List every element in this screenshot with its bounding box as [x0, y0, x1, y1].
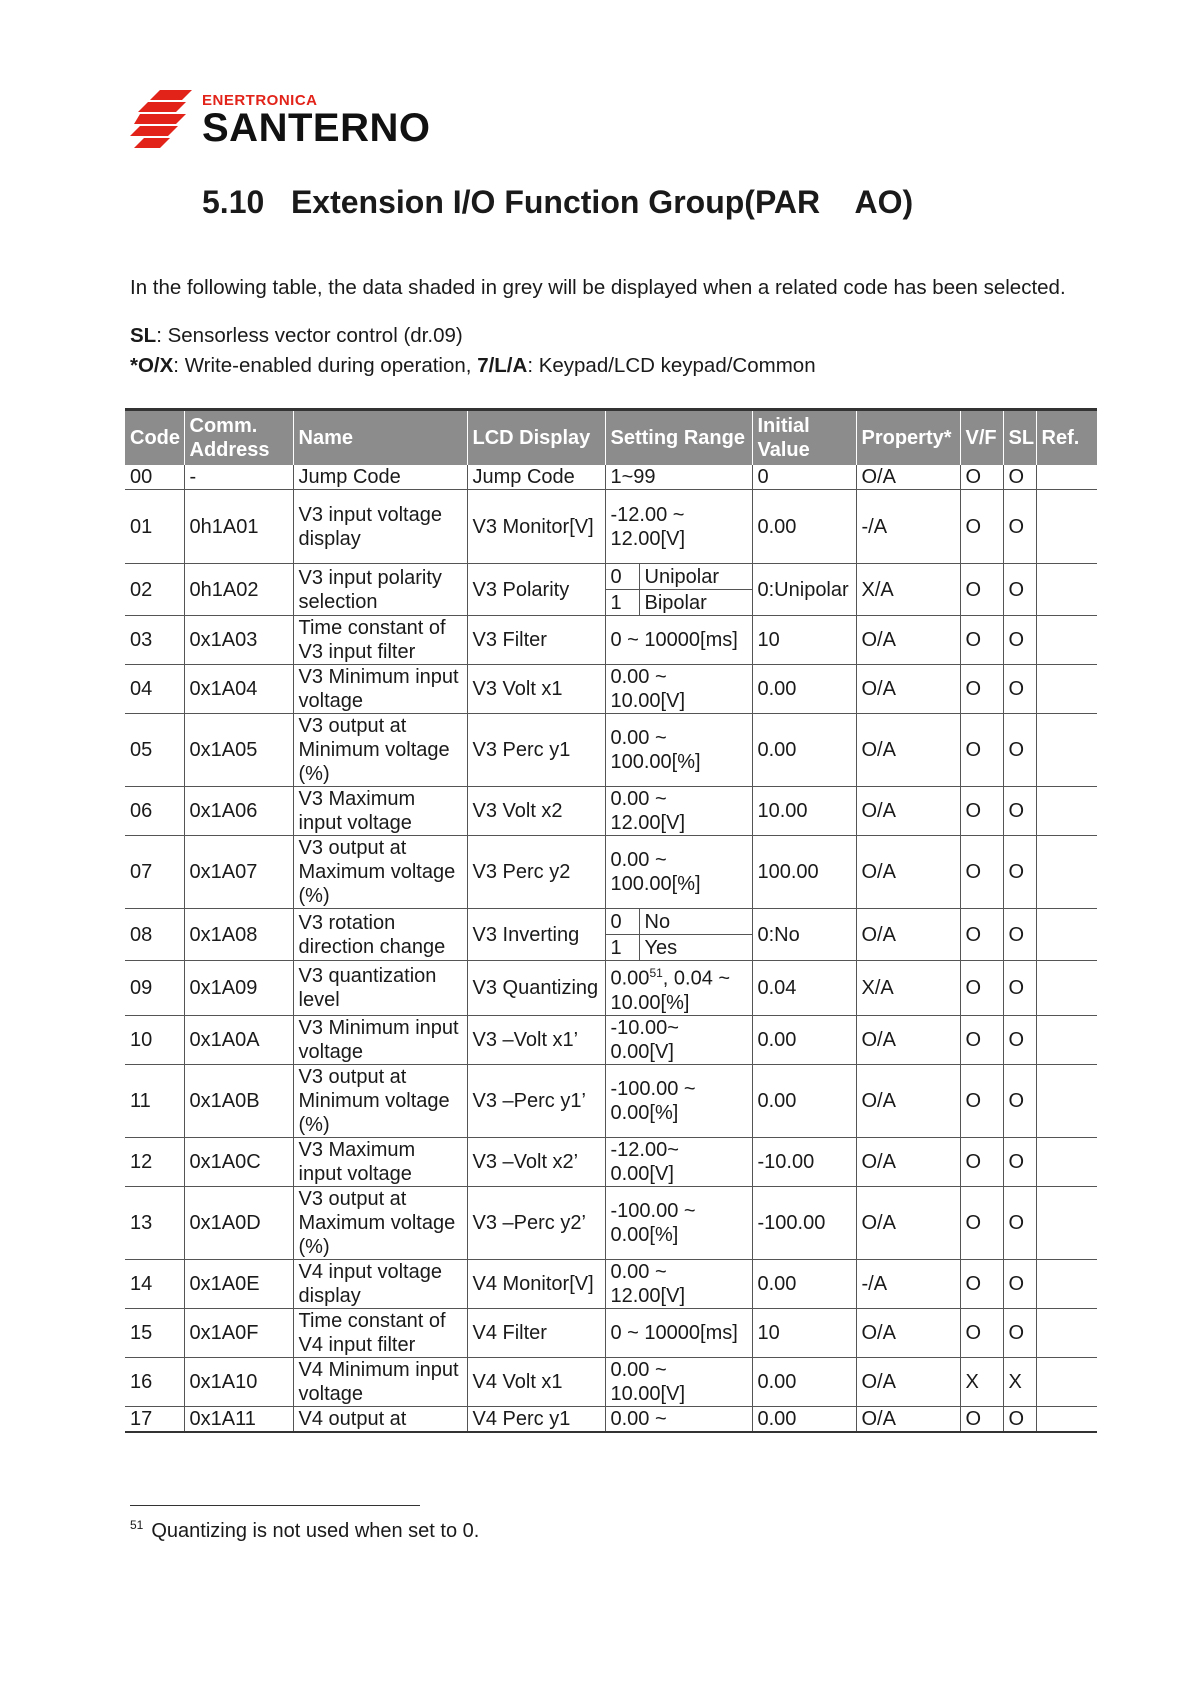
cell-property: X/A — [856, 564, 960, 616]
range-option — [606, 909, 752, 934]
table-row — [125, 1186, 1097, 1259]
cell-property: O/A — [856, 1357, 960, 1406]
cell-lcd: V4 Perc y1 — [467, 1406, 605, 1432]
cell-range: 0.00 ~ 10.00[V] — [605, 665, 752, 714]
range-rest: , 0.04 ~ 10.00[%] — [610, 967, 731, 1014]
cell-vf: O — [960, 836, 1003, 909]
col-initial-line2: Value — [757, 439, 810, 461]
cell-lcd: V4 Volt x1 — [467, 1357, 605, 1406]
table-row — [125, 1259, 1097, 1308]
cell-vf: O — [960, 714, 1003, 787]
cell-name: V4 Minimum input voltage — [293, 1357, 467, 1406]
cell-address: 0x1A11 — [184, 1406, 293, 1432]
table-row — [125, 616, 1097, 665]
page-title — [202, 184, 913, 221]
table-row — [125, 1015, 1097, 1064]
cell-property: -/A — [856, 490, 960, 564]
footnote-text: Quantizing is not used when set to 0. — [151, 1520, 480, 1542]
col-initial-line1: Initial — [757, 415, 810, 437]
cell-sl: O — [1003, 714, 1036, 787]
col-name: Name — [293, 410, 467, 466]
cell-code: 17 — [125, 1406, 184, 1432]
cell-code: 00 — [125, 465, 184, 490]
cell-ref — [1036, 1259, 1097, 1308]
cell-lcd: V3 Volt x1 — [467, 665, 605, 714]
cell-initial: 10 — [752, 616, 856, 665]
cell-address: 0x1A08 — [184, 909, 293, 961]
cell-address: 0x1A0D — [184, 1186, 293, 1259]
col-property: Property* — [856, 410, 960, 466]
cell-property: O/A — [856, 1308, 960, 1357]
cell-lcd: Jump Code — [467, 465, 605, 490]
cell-ref — [1036, 1186, 1097, 1259]
cell-name: V4 output at — [293, 1406, 467, 1432]
cell-vf: O — [960, 616, 1003, 665]
cell-range: 1~99 — [605, 465, 752, 490]
cell-lcd: V3 Perc y2 — [467, 836, 605, 909]
logo-stripes-icon — [130, 88, 200, 150]
cell-address: 0x1A10 — [184, 1357, 293, 1406]
table-row — [125, 787, 1097, 836]
cell-ref — [1036, 665, 1097, 714]
range-option-key: 1 — [606, 935, 640, 960]
cell-name: V3 Maximum input voltage — [293, 1137, 467, 1186]
cell-range: 0.00 ~ 12.00[V] — [605, 1259, 752, 1308]
cell-range: 0.00 ~ 10.00[V] — [605, 1357, 752, 1406]
col-sl: SL — [1003, 410, 1036, 466]
cell-address: 0x1A0B — [184, 1064, 293, 1137]
table-row — [125, 564, 1097, 616]
brand-top: ENERTRONICA — [202, 92, 318, 109]
cell-address: 0x1A09 — [184, 961, 293, 1016]
cell-vf: X — [960, 1357, 1003, 1406]
cell-ref — [1036, 1308, 1097, 1357]
cell-vf: O — [960, 909, 1003, 961]
range-option — [606, 934, 752, 960]
cell-range: 0 ~ 10000[ms] — [605, 616, 752, 665]
cell-vf: O — [960, 961, 1003, 1016]
cell-sl: O — [1003, 564, 1036, 616]
col-initial — [752, 410, 856, 466]
cell-lcd: V3 Volt x2 — [467, 787, 605, 836]
cell-address: 0x1A04 — [184, 665, 293, 714]
cell-ref — [1036, 1137, 1097, 1186]
cell-name: V3 quantization level — [293, 961, 467, 1016]
cell-vf: O — [960, 1137, 1003, 1186]
cell-vf: O — [960, 1406, 1003, 1432]
cell-code: 15 — [125, 1308, 184, 1357]
cell-code: 03 — [125, 616, 184, 665]
col-comm-line2: Address — [189, 439, 270, 461]
table-row — [125, 961, 1097, 1016]
range-option-value: Bipolar — [644, 591, 707, 614]
cell-name: V3 Maximum input voltage — [293, 787, 467, 836]
cell-sl: O — [1003, 1259, 1036, 1308]
table-row — [125, 714, 1097, 787]
cell-property: O/A — [856, 616, 960, 665]
cell-ref — [1036, 490, 1097, 564]
cell-range — [605, 961, 752, 1016]
cell-property: O/A — [856, 1015, 960, 1064]
cell-name: V3 output at Maximum voltage (%) — [293, 836, 467, 909]
ox-key: *O/X — [130, 354, 174, 377]
cell-vf: O — [960, 490, 1003, 564]
cell-range-options — [605, 909, 752, 961]
cell-sl: O — [1003, 836, 1036, 909]
cell-range-options — [605, 564, 752, 616]
cell-sl: O — [1003, 961, 1036, 1016]
cell-sl: O — [1003, 490, 1036, 564]
cell-address: 0x1A07 — [184, 836, 293, 909]
tla-text: : Keypad/LCD keypad/Common — [527, 354, 816, 377]
cell-name: V4 input voltage display — [293, 1259, 467, 1308]
cell-name: V3 Minimum input voltage — [293, 1015, 467, 1064]
cell-property: O/A — [856, 787, 960, 836]
cell-sl: O — [1003, 665, 1036, 714]
cell-code: 02 — [125, 564, 184, 616]
cell-initial: 0.00 — [752, 1406, 856, 1432]
cell-initial: 100.00 — [752, 836, 856, 909]
cell-vf: O — [960, 1064, 1003, 1137]
abbreviations — [130, 321, 816, 381]
cell-sl: O — [1003, 1064, 1036, 1137]
table-row — [125, 1064, 1097, 1137]
col-vf: V/F — [960, 410, 1003, 466]
footnote-number: 51 — [130, 1518, 144, 1532]
cell-address: 0x1A0E — [184, 1259, 293, 1308]
cell-name: Time constant of V4 input filter — [293, 1308, 467, 1357]
range-option-value: Unipolar — [644, 565, 719, 588]
cell-name: V3 output at Maximum voltage (%) — [293, 1186, 467, 1259]
cell-address: 0x1A05 — [184, 714, 293, 787]
sl-text: : Sensorless vector control (dr.09) — [156, 324, 463, 347]
parameter-table — [125, 408, 1097, 1433]
table-row — [125, 1308, 1097, 1357]
intro-text: In the following table, the data shaded in grey will be displayed when a related code has been selected. — [130, 276, 1066, 299]
cell-initial: 10 — [752, 1308, 856, 1357]
cell-property: O/A — [856, 665, 960, 714]
cell-range: -100.00 ~ 0.00[%] — [605, 1064, 752, 1137]
cell-address: 0x1A06 — [184, 787, 293, 836]
cell-address: 0x1A0F — [184, 1308, 293, 1357]
cell-sl: O — [1003, 1406, 1036, 1432]
cell-name: V3 input voltage display — [293, 490, 467, 564]
cell-range: 0.00 ~ 100.00[%] — [605, 836, 752, 909]
cell-name: V3 output at Minimum voltage (%) — [293, 714, 467, 787]
table-row — [125, 836, 1097, 909]
cell-initial: 0.00 — [752, 714, 856, 787]
cell-initial: 0:No — [752, 909, 856, 961]
cell-code: 07 — [125, 836, 184, 909]
cell-sl: X — [1003, 1357, 1036, 1406]
cell-ref — [1036, 1357, 1097, 1406]
table-row — [125, 1406, 1097, 1432]
cell-code: 14 — [125, 1259, 184, 1308]
cell-vf: O — [960, 1259, 1003, 1308]
cell-lcd: V4 Filter — [467, 1308, 605, 1357]
cell-sl: O — [1003, 1308, 1036, 1357]
table-row — [125, 909, 1097, 961]
cell-code: 11 — [125, 1064, 184, 1137]
cell-ref — [1036, 1064, 1097, 1137]
footnote — [130, 1520, 479, 1543]
cell-code: 09 — [125, 961, 184, 1016]
cell-range: -12.00 ~ 12.00[V] — [605, 490, 752, 564]
cell-ref — [1036, 714, 1097, 787]
cell-initial: 0.00 — [752, 1064, 856, 1137]
range-start: 0.00 — [610, 967, 650, 990]
cell-vf: O — [960, 564, 1003, 616]
cell-sl: O — [1003, 1186, 1036, 1259]
range-option-value: No — [644, 910, 671, 933]
cell-vf: O — [960, 665, 1003, 714]
cell-initial: 0.00 — [752, 1015, 856, 1064]
cell-property: O/A — [856, 1406, 960, 1432]
cell-code: 10 — [125, 1015, 184, 1064]
cell-property: O/A — [856, 909, 960, 961]
col-comm-address — [184, 410, 293, 466]
col-lcd: LCD Display — [467, 410, 605, 466]
cell-lcd: V3 –Volt x1’ — [467, 1015, 605, 1064]
cell-sl: O — [1003, 909, 1036, 961]
cell-address: 0h1A01 — [184, 490, 293, 564]
cell-lcd: V3 Quantizing — [467, 961, 605, 1016]
range-option-value: Yes — [644, 936, 678, 959]
cell-ref — [1036, 564, 1097, 616]
table-row — [125, 1137, 1097, 1186]
cell-ref — [1036, 961, 1097, 1016]
cell-sl: O — [1003, 465, 1036, 490]
cell-initial: 0:Unipolar — [752, 564, 856, 616]
cell-property: X/A — [856, 961, 960, 1016]
range-option-key: 0 — [606, 909, 640, 934]
cell-sl: O — [1003, 1137, 1036, 1186]
cell-ref — [1036, 616, 1097, 665]
cell-property: O/A — [856, 1186, 960, 1259]
tla-key: 7/L/A — [477, 354, 528, 377]
cell-lcd: V4 Monitor[V] — [467, 1259, 605, 1308]
cell-property: O/A — [856, 714, 960, 787]
table-row — [125, 490, 1097, 564]
cell-property: O/A — [856, 1137, 960, 1186]
footnote-ref: 51 — [649, 966, 663, 980]
cell-initial: 0.00 — [752, 490, 856, 564]
cell-code: 04 — [125, 665, 184, 714]
cell-code: 05 — [125, 714, 184, 787]
cell-range: -10.00~ 0.00[V] — [605, 1015, 752, 1064]
cell-range: -100.00 ~ 0.00[%] — [605, 1186, 752, 1259]
cell-initial: -10.00 — [752, 1137, 856, 1186]
cell-lcd: V3 –Perc y1’ — [467, 1064, 605, 1137]
cell-name: Jump Code — [293, 465, 467, 490]
cell-address: 0h1A02 — [184, 564, 293, 616]
cell-ref — [1036, 787, 1097, 836]
cell-name: Time constant of V3 input filter — [293, 616, 467, 665]
cell-vf: O — [960, 1186, 1003, 1259]
cell-sl: O — [1003, 616, 1036, 665]
cell-range: 0 ~ 10000[ms] — [605, 1308, 752, 1357]
santerno-logo — [130, 88, 450, 150]
table-row — [125, 665, 1097, 714]
cell-property: O/A — [856, 836, 960, 909]
cell-vf: O — [960, 465, 1003, 490]
cell-initial: 0.00 — [752, 1259, 856, 1308]
range-option-key: 1 — [606, 590, 640, 615]
cell-lcd: V3 Perc y1 — [467, 714, 605, 787]
cell-code: 13 — [125, 1186, 184, 1259]
cell-range: 0.00 ~ 100.00[%] — [605, 714, 752, 787]
cell-address: 0x1A0A — [184, 1015, 293, 1064]
cell-vf: O — [960, 787, 1003, 836]
cell-lcd: V3 Inverting — [467, 909, 605, 961]
section-title-suffix: AO) — [854, 184, 914, 220]
col-comm-line1: Comm. — [189, 415, 258, 437]
col-ref: Ref. — [1036, 410, 1097, 466]
cell-sl: O — [1003, 1015, 1036, 1064]
cell-initial: 10.00 — [752, 787, 856, 836]
range-option-key: 0 — [606, 564, 640, 589]
cell-lcd: V3 Filter — [467, 616, 605, 665]
cell-name: V3 rotation direction change — [293, 909, 467, 961]
cell-lcd: V3 –Perc y2’ — [467, 1186, 605, 1259]
cell-ref — [1036, 836, 1097, 909]
cell-address: 0x1A03 — [184, 616, 293, 665]
ox-text: : Write-enabled during operation, — [173, 354, 478, 377]
cell-sl: O — [1003, 787, 1036, 836]
section-title: Extension I/O Function Group(PAR — [290, 184, 821, 220]
cell-range: 0.00 ~ 12.00[V] — [605, 787, 752, 836]
cell-name: V3 output at Minimum voltage (%) — [293, 1064, 467, 1137]
cell-address: 0x1A0C — [184, 1137, 293, 1186]
cell-initial: 0.00 — [752, 1357, 856, 1406]
cell-ref — [1036, 465, 1097, 490]
cell-lcd: V3 –Volt x2’ — [467, 1137, 605, 1186]
cell-property: O/A — [856, 1064, 960, 1137]
cell-lcd: V3 Monitor[V] — [467, 490, 605, 564]
cell-code: 06 — [125, 787, 184, 836]
col-code: Code — [125, 410, 184, 466]
table-header-row — [125, 410, 1097, 466]
cell-code: 01 — [125, 490, 184, 564]
sl-key: SL — [130, 324, 157, 347]
cell-ref — [1036, 1015, 1097, 1064]
cell-vf: O — [960, 1308, 1003, 1357]
brand-main: SANTERNO — [202, 106, 431, 150]
range-option — [606, 589, 752, 615]
cell-vf: O — [960, 1015, 1003, 1064]
cell-code: 08 — [125, 909, 184, 961]
cell-code: 12 — [125, 1137, 184, 1186]
cell-property: -/A — [856, 1259, 960, 1308]
table-row — [125, 465, 1097, 490]
cell-lcd: V3 Polarity — [467, 564, 605, 616]
cell-ref — [1036, 1406, 1097, 1432]
cell-range: -12.00~ 0.00[V] — [605, 1137, 752, 1186]
cell-initial: 0.04 — [752, 961, 856, 1016]
cell-name: V3 Minimum input voltage — [293, 665, 467, 714]
cell-initial: 0 — [752, 465, 856, 490]
section-number: 5.10 — [202, 184, 265, 220]
cell-address: - — [184, 465, 293, 490]
cell-name: V3 input polarity selection — [293, 564, 467, 616]
cell-ref — [1036, 909, 1097, 961]
cell-initial: 0.00 — [752, 665, 856, 714]
table-row — [125, 1357, 1097, 1406]
range-option — [606, 564, 752, 589]
footnote-divider — [130, 1505, 420, 1506]
col-range: Setting Range — [605, 410, 752, 466]
cell-code: 16 — [125, 1357, 184, 1406]
cell-initial: -100.00 — [752, 1186, 856, 1259]
cell-property: O/A — [856, 465, 960, 490]
cell-range: 0.00 ~ — [605, 1406, 752, 1432]
